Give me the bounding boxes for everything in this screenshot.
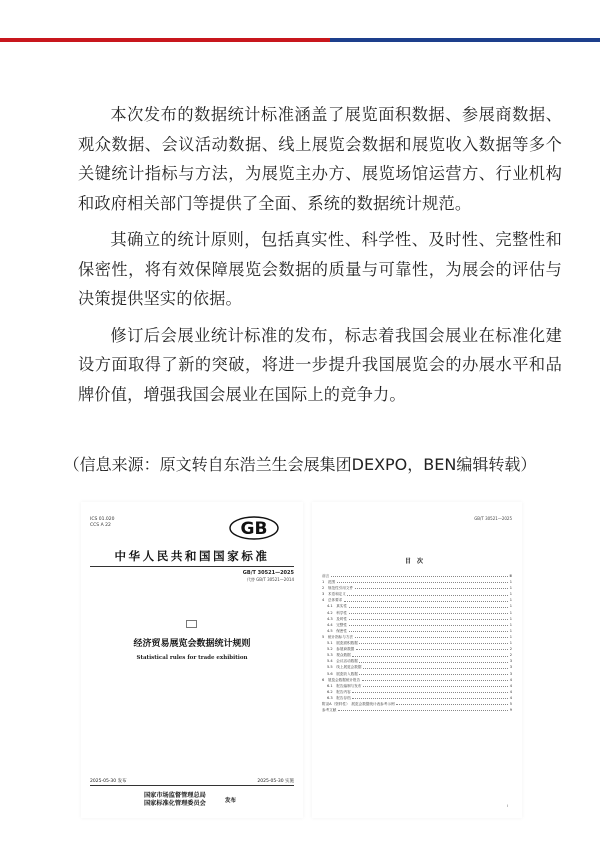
toc-entry-label: 5.2 参展商数据 <box>327 647 355 652</box>
toc-leader-dots <box>352 689 508 693</box>
toc-leader-dots <box>349 616 509 620</box>
toc-heading: 目次 <box>404 558 429 565</box>
divider <box>90 785 294 786</box>
issuing-authorities <box>144 792 206 808</box>
toc-entry-page: 4 <box>509 695 512 700</box>
toc-entry-page: 1 <box>509 586 512 591</box>
toc-entry-page: 9 <box>509 708 512 713</box>
toc-entry-label: 前言 <box>322 574 330 578</box>
toc-entry-label: 4 总体要求 <box>322 598 343 603</box>
toc-entry-label: 6.1 报告编制与发布 <box>327 683 362 688</box>
issued-label: 发布 <box>225 798 237 804</box>
ccs-line: CCS A 22 <box>90 523 111 528</box>
toc-entry-label: 4.5 保密性 <box>327 628 348 633</box>
toc-leader-dots <box>396 701 508 705</box>
toc-entry-page: 3 <box>509 659 512 664</box>
toc-entry-page: 1 <box>509 604 512 609</box>
toc-entry-label: 5.6 展览收入数据 <box>327 671 358 676</box>
toc-entry-label: 1 范围 <box>322 580 336 585</box>
top-color-bar <box>0 38 600 42</box>
toc-entry-page: 2 <box>509 647 512 652</box>
toc-leader-dots <box>362 677 508 681</box>
toc-page-number: Ⅰ <box>506 804 508 808</box>
toc-leader-dots <box>363 683 508 687</box>
standard-title: 经济贸易展览会数据统计规则 <box>133 639 251 649</box>
standard-number: GB/T 30521—2025 <box>242 570 294 576</box>
toc-leader-dots <box>359 671 508 675</box>
toc-entry-label: 5.1 展览面积数据 <box>327 641 358 646</box>
issuer-2: 国家标准化管理委员会 <box>144 800 206 807</box>
toc-entry-page: 1 <box>509 628 512 633</box>
toc-entry-page: 3 <box>509 665 512 670</box>
toc-entry-label: 4.2 科学性 <box>327 610 348 615</box>
toc-entry-label: 6.3 报告存档 <box>327 695 351 700</box>
toc-entry-label: 5 统计指标与方法 <box>322 634 354 639</box>
toc-leader-dots <box>344 597 508 601</box>
toc-entry-page: 4 <box>509 677 512 682</box>
toc-entry-page: 1 <box>509 598 512 603</box>
toc-leader-dots <box>363 664 508 668</box>
toc-entry-page: 2 <box>509 653 512 658</box>
toc-entry-page: 1 <box>509 580 512 585</box>
implement-date: 2025-05-30 实施 <box>257 779 294 784</box>
toc-leader-dots <box>349 610 509 614</box>
article-body <box>78 100 562 416</box>
toc-leader-dots <box>349 628 509 632</box>
toc-entry-page: 1 <box>509 634 512 639</box>
gb-logo-icon <box>229 516 279 540</box>
toc-entry-label: 5.3 观众数据 <box>327 653 351 658</box>
toc-entry-label: 6.2 报告内容 <box>327 689 351 694</box>
toc-leader-dots <box>355 585 509 589</box>
table-of-contents-page <box>312 502 522 818</box>
article-paragraph-3: 修订后会展业统计标准的发布，标志着我国会展业在标准化建设方面取得了新的突破，将进一步提升我国展览会的办展水平和品牌价值，增强我国会展业在国际上的竞争力。 <box>78 325 562 404</box>
toc-list <box>322 573 512 713</box>
toc-entry <box>322 707 512 713</box>
toc-entry-page: 4 <box>509 689 512 694</box>
toc-entry-page: 5 <box>509 701 512 706</box>
toc-leader-dots <box>356 646 508 650</box>
toc-leader-dots <box>352 695 508 699</box>
toc-entry-label: 附录A（资料性） 展览会数据统计表参考示例 <box>322 701 395 706</box>
publish-date: 2025-05-30 发布 <box>90 779 127 784</box>
toc-entry-page: 1 <box>509 592 512 597</box>
toc-leader-dots <box>338 707 508 711</box>
toc-entry-label: 4.1 真实性 <box>327 604 348 609</box>
toc-entry-label: 6 展览会数据统计报告 <box>322 677 361 682</box>
toc-leader-dots <box>359 640 508 644</box>
toc-leader-dots <box>349 603 509 607</box>
ics-line: ICS 01.020 <box>90 517 115 522</box>
ics-code <box>90 517 115 529</box>
toc-leader-dots <box>355 634 509 638</box>
toc-leader-dots <box>359 658 508 662</box>
running-head: GB/T 30521—2025 <box>474 516 512 521</box>
toc-entry-page: Ⅲ <box>509 574 512 578</box>
toc-entry-page: 1 <box>509 622 512 627</box>
toc-entry-label: 4.3 及时性 <box>327 616 348 621</box>
toc-entry-page: 3 <box>509 671 512 676</box>
toc-entry-label: 参考文献 <box>322 708 337 713</box>
article-paragraph-2: 其确立的统计原则，包括真实性、科学性、及时性、完整性和保密性，将有效保障展览会数据的质量与可靠性，为展会的评估与决策提供坚实的依据。 <box>78 230 562 308</box>
toc-leader-dots <box>331 573 508 577</box>
toc-leader-dots <box>352 652 508 656</box>
toc-entry-page: 1 <box>509 610 512 615</box>
toc-entry-label: 3 术语和定义 <box>322 592 346 597</box>
top-bar-blue <box>330 38 600 42</box>
toc-leader-dots <box>349 622 509 626</box>
divider <box>90 566 294 567</box>
replaces-note: 代替 GB/T 30521—2014 <box>246 577 294 582</box>
issuer-1: 国家市场监督管理总局 <box>144 792 206 799</box>
stamp-box <box>186 620 197 628</box>
standard-title-english: Statistical rules for trade exhibition <box>136 655 248 661</box>
national-standard-title: 中华人民共和国国家标准 <box>114 549 270 563</box>
toc-leader-dots <box>347 591 508 595</box>
standard-cover-page <box>81 502 303 818</box>
toc-entry-label: 5.5 线上展览会数据 <box>327 665 362 670</box>
toc-entry-page: 1 <box>509 616 512 621</box>
toc-leader-dots <box>337 579 509 583</box>
article-paragraph-1: 本次发布的数据统计标准涵盖了展览面积数据、参展商数据、观众数据、会议活动数据、线上展览会数据和展览收入数据等多个关键统计指标与方法，为展览主办方、展览场馆运营方、行业机构和政府相关部门等提供了全面、系统的数据统计规范。 <box>78 105 562 213</box>
toc-entry-page: 4 <box>509 683 512 688</box>
top-bar-red <box>0 38 330 42</box>
toc-entry-label: 2 规范性引用文件 <box>322 586 354 591</box>
toc-entry-label: 5.4 会议活动数据 <box>327 659 358 664</box>
toc-entry-label: 4.4 完整性 <box>327 622 348 627</box>
source-note: （信息来源：原文转自东浩兰生会展集团DEXPO，BEN编辑转载） <box>63 455 537 474</box>
gb-logo-text: GB <box>240 519 268 539</box>
toc-entry-page: 1 <box>509 641 512 646</box>
